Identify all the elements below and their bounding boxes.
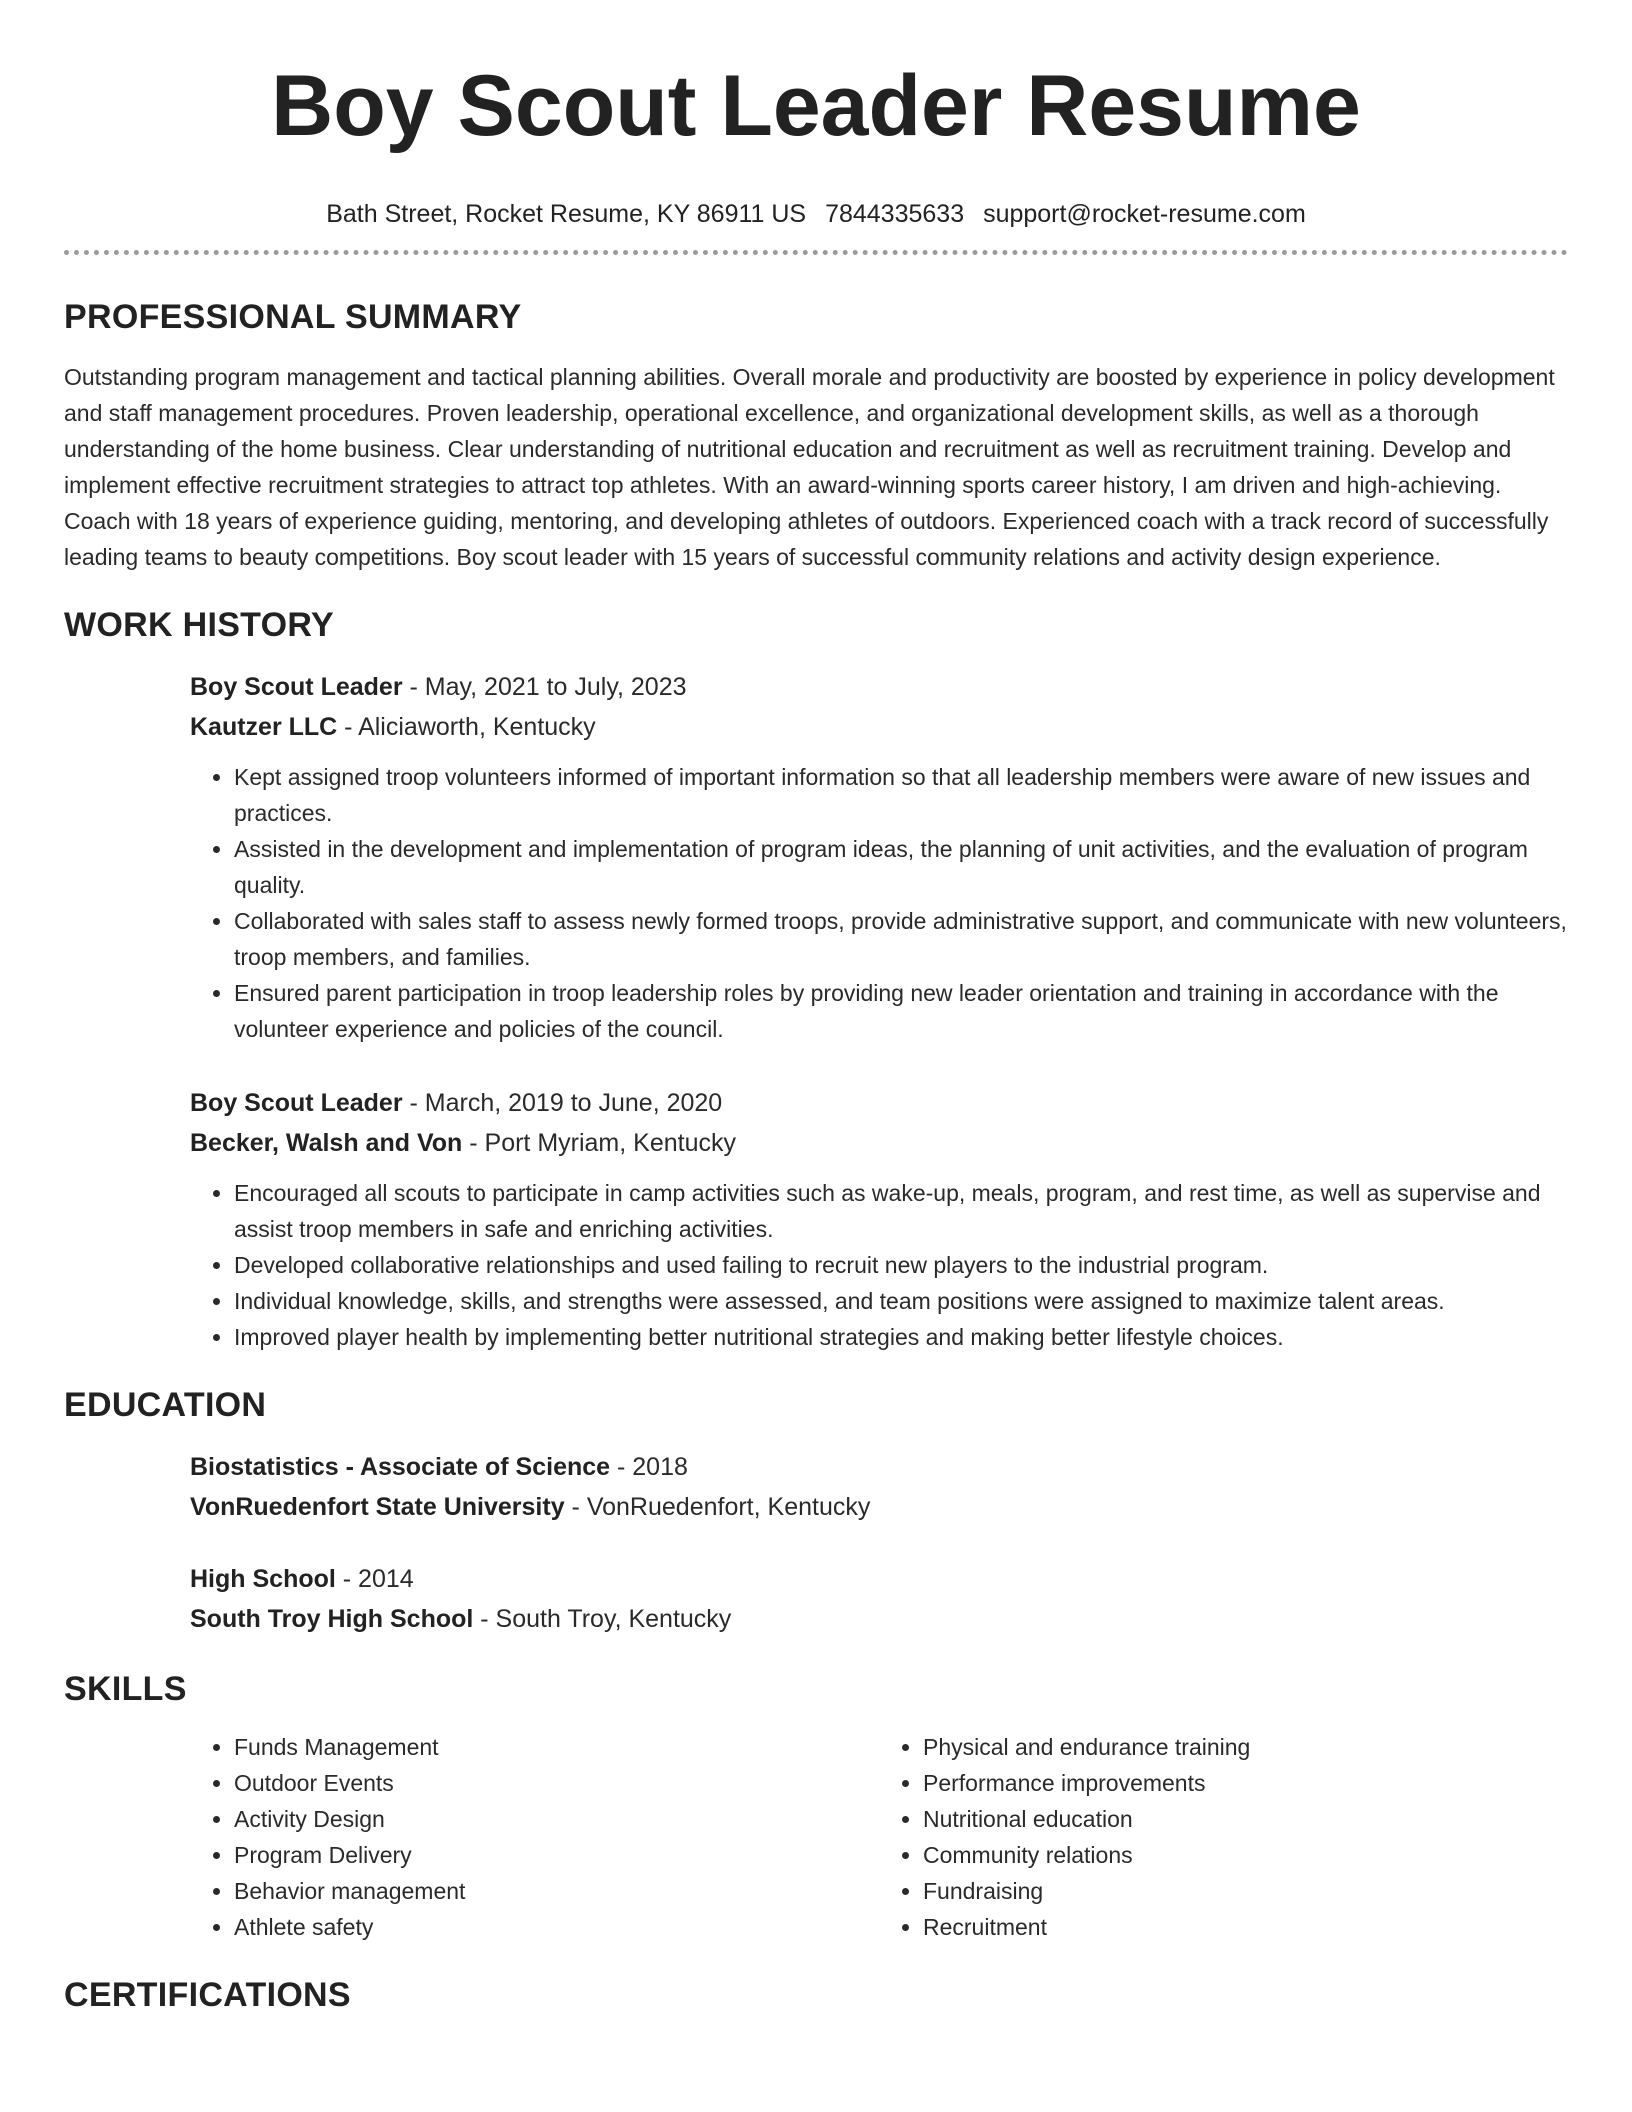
contact-line — [0, 198, 1632, 230]
job-dates: - March, 2019 to June, 2020 — [402, 1089, 723, 1117]
job-location: - Port Myriam, Kentucky — [462, 1129, 736, 1157]
education-entry — [190, 1559, 1568, 1639]
job-title-line — [190, 1083, 1568, 1123]
job-title: Boy Scout Leader — [190, 1089, 403, 1117]
contact-email: support@rocket-resume.com — [983, 200, 1306, 228]
job-company: Becker, Walsh and Von — [190, 1129, 463, 1157]
skill-item: • Community relations — [923, 1837, 1568, 1873]
education-degree-line — [190, 1559, 1568, 1599]
job-company: Kautzer LLC — [190, 713, 338, 741]
skill-item: • Fundraising — [923, 1873, 1568, 1909]
job-title-line — [190, 667, 1568, 707]
skill-item: • Athlete safety — [234, 1909, 879, 1945]
job-company-line — [190, 1123, 1568, 1163]
job-bullet: • Assisted in the development and implementation of program ideas, the planning of unit activities, and the evaluation of program quality. — [234, 831, 1568, 903]
skill-item: • Outdoor Events — [234, 1765, 879, 1801]
skill-item: • Nutritional education — [923, 1801, 1568, 1837]
skill-item: • Activity Design — [234, 1801, 879, 1837]
resume-header — [0, 0, 1632, 230]
skill-item: • Performance improvements — [923, 1765, 1568, 1801]
job-bullets — [190, 759, 1568, 1047]
certifications-heading: CERTIFICATIONS — [64, 1976, 351, 2014]
education-degree-line — [190, 1447, 1568, 1487]
contact-phone: 7844335633 — [825, 200, 965, 228]
work-history-section — [64, 603, 1568, 1355]
job-bullet: • Developed collaborative relationships and used failing to recruit new players to the industrial program. — [234, 1247, 1568, 1283]
resume-content — [64, 295, 1568, 2035]
job-bullet: • Encouraged all scouts to participate in camp activities such as wake-up, meals, program, and rest time, as well as supervise and assist troop members in safe and enriching activities. — [234, 1175, 1568, 1247]
education-school-line — [190, 1487, 1568, 1527]
education-heading: EDUCATION — [64, 1386, 267, 1424]
skill-item: • Physical and endurance training — [923, 1729, 1568, 1765]
skills-heading: SKILLS — [64, 1670, 187, 1708]
education-school: VonRuedenfort State University — [190, 1493, 565, 1521]
job-company-line — [190, 707, 1568, 747]
skills-columns — [190, 1729, 1568, 1945]
job-bullet: • Collaborated with sales staff to assess newly formed troops, provide administrative support, and communicate with new volunteers, troop members, and families. — [234, 903, 1568, 975]
skills-left-column — [190, 1729, 879, 1945]
education-degree: Biostatistics - Associate of Science — [190, 1453, 611, 1481]
job-entry — [190, 667, 1568, 1047]
job-bullet: • Individual knowledge, skills, and strengths were assessed, and team positions were assigned to maximize talent areas. — [234, 1283, 1568, 1319]
education-school: South Troy High School — [190, 1605, 474, 1633]
summary-heading: PROFESSIONAL SUMMARY — [64, 298, 522, 336]
job-bullet: • Kept assigned troop volunteers informed of important information so that all leadership members were aware of new issues and practices. — [234, 759, 1568, 831]
education-location: - South Troy, Kentucky — [473, 1605, 732, 1633]
work-history-heading: WORK HISTORY — [64, 606, 334, 644]
education-year: - 2018 — [610, 1453, 688, 1481]
job-entry — [190, 1083, 1568, 1355]
job-location: - Aliciaworth, Kentucky — [337, 713, 596, 741]
skills-right-column — [879, 1729, 1568, 1945]
education-degree: High School — [190, 1565, 336, 1593]
resume-title: Boy Scout Leader Resume — [271, 58, 1361, 154]
education-entry — [190, 1447, 1568, 1527]
skill-item: • Funds Management — [234, 1729, 879, 1765]
job-dates: - May, 2021 to July, 2023 — [402, 673, 687, 701]
skill-item: • Behavior management — [234, 1873, 879, 1909]
job-title: Boy Scout Leader — [190, 673, 403, 701]
skill-item: • Program Delivery — [234, 1837, 879, 1873]
job-bullet: • Ensured parent participation in troop leadership roles by providing new leader orientation and training in accordance with the volunteer experience and policies of the council. — [234, 975, 1568, 1047]
summary-text: Outstanding program management and tactical planning abilities. Overall morale and productivity are boosted by experience in policy development and staff management procedures. Proven leadership, operational excellence, and organizational development skills, as well as a thorough understanding of the home business. Clear understanding of nutritional education and recruitment as well as recruitment training. Develop and implement effective recruitment strategies to attract top athletes. With an award-winning sports career history, I am driven and high-achieving. Coach with 18 years of experience guiding, mentoring, and developing athletes of outdoors. Experienced coach with a track record of successfully leading teams to beauty competitions. Boy scout leader with 15 years of successful community relations and activity design experience. — [64, 364, 1555, 570]
skill-item: • Recruitment — [923, 1909, 1568, 1945]
job-bullets — [190, 1175, 1568, 1355]
job-bullet: • Improved player health by implementing better nutritional strategies and making better lifestyle choices. — [234, 1319, 1568, 1355]
education-year: - 2014 — [335, 1565, 414, 1593]
summary-section — [64, 295, 1568, 575]
certifications-section — [64, 1973, 1568, 2017]
education-location: - VonRuedenfort, Kentucky — [564, 1493, 871, 1521]
education-section — [64, 1383, 1568, 1639]
contact-address: Bath Street, Rocket Resume, KY 86911 US — [326, 200, 807, 228]
skills-section — [64, 1667, 1568, 1945]
education-school-line — [190, 1599, 1568, 1639]
header-divider — [64, 250, 1568, 255]
